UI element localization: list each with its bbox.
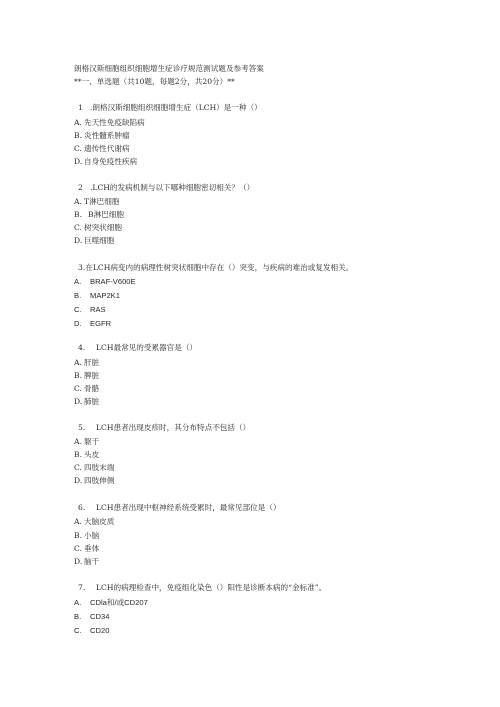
question-4-option-b: B. 脾脏 [74,371,100,380]
question-1-option-d: D. 自身免疫性疾病 [74,157,138,166]
question-5-option-d: D. 四肢伸侧 [74,476,115,485]
question-1-option-c: C. 遗传性代谢病 [74,144,130,153]
question-1-option-a: A. 先天性免疫缺陷病 [74,118,145,127]
question-2-option-b: B. B淋巴细胞 [74,210,124,219]
question-5-option-a: A. 躯干 [74,437,100,446]
question-number: 7. [78,583,86,592]
question-text: LCH的病理检查中，免疫组化染色（）阳性是诊断本病的“金标准”。 [96,583,327,592]
question-text: .LCH的发病机制与以下哪种细胞密切相关？（） [90,183,255,192]
question-3-option-a: A. BRAF-V600E [74,277,136,286]
question-7-option-b: B. CD34 [74,612,110,621]
question-7-option-a: A. CDla和/或CD207 [74,598,148,607]
section-heading: **一、单选题（共10题，每题2分，共20分）** [74,77,235,86]
question-4-option-d: D. 肺脏 [74,397,100,406]
question-3-option-d: D. EGFR [74,319,112,328]
question-6-option-a: A. 大脑皮质 [74,517,115,526]
question-text: LCH最常见的受累器官是（） [96,343,198,352]
question-number: 2 [78,183,83,192]
question-text: .在LCH病变内的病理性树突状细胞中存在（）突变，与疾病的难治或复发相关。 [82,263,354,272]
question-number: 5. [78,423,86,432]
question-1 [74,103,262,113]
question-5-option-b: B. 头皮 [74,450,100,459]
question-3 [78,263,353,273]
question-6-option-b: B. 小脑 [74,531,100,540]
question-4 [74,343,197,353]
question-text: LCH患者出现中枢神经系统受累时，最常见部位是（） [96,503,281,512]
question-6-option-d: D. 脑干 [74,557,100,566]
question-number: 1 [78,103,83,112]
question-number: 4. [78,343,86,352]
question-number: 6. [78,503,86,512]
question-6-option-c: C. 垂体 [74,544,100,553]
question-2-option-c: C. 树突状细胞 [74,223,122,232]
question-3-option-c: C. RAS [74,305,106,314]
question-6 [74,503,281,513]
question-2-option-d: D. 巨噬细胞 [74,236,115,245]
question-2-option-a: A. T淋巴细胞 [74,197,120,206]
question-7 [74,583,326,593]
question-7-option-c: C. CD20 [74,626,110,635]
question-text: .朗格汉斯细胞组织细胞增生症（LCH）是一种（） [90,103,262,112]
question-number: 3 [78,263,83,272]
question-5-option-c: C. 四肢末端 [74,463,115,472]
document-title: 朗格汉斯细胞组织细胞增生症诊疗规范测试题及参考答案 [74,64,264,73]
question-5 [74,423,250,433]
question-4-option-a: A. 肝脏 [74,358,100,367]
question-3-option-b: B. MAP2K1 [74,291,120,300]
question-1-option-b: B. 炎性髓系肿瘤 [74,131,130,140]
question-text: LCH患者出现皮疹时，其分布特点不包括（） [96,423,251,432]
question-4-option-c: C. 骨骼 [74,384,100,393]
question-2 [74,183,254,193]
